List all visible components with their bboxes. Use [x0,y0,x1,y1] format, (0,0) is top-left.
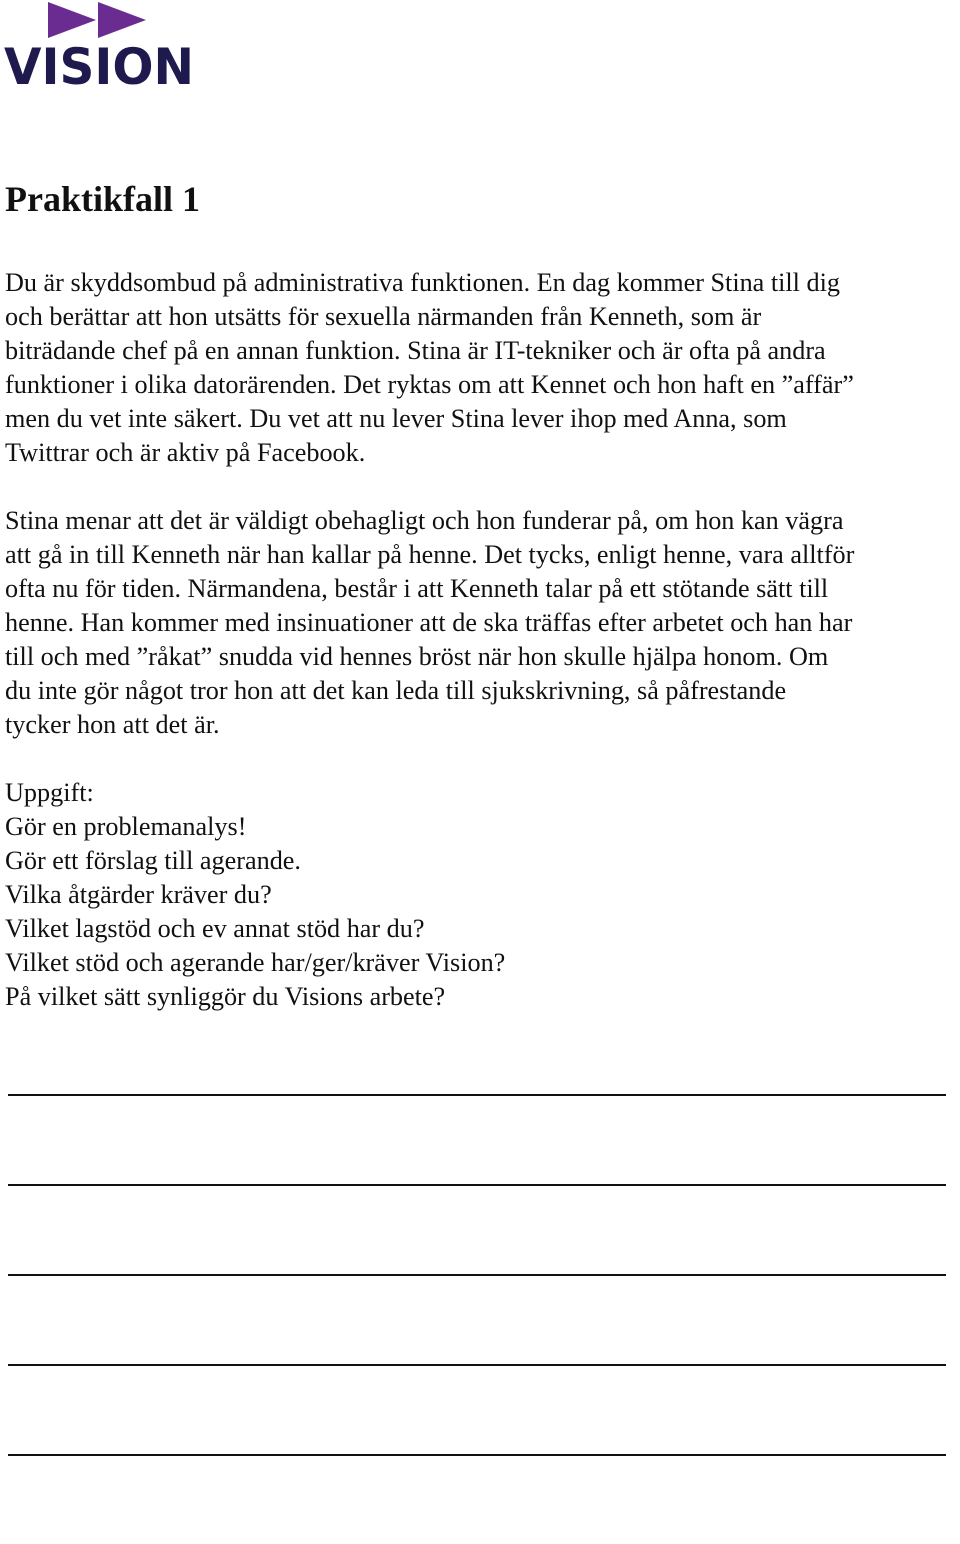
task-item: Vilket lagstöd och ev annat stöd har du? [5,914,425,943]
case-paragraph-2: Stina menar att det är väldigt obehagligt och hon funderar på, om hon kan vägra att gå in till Kenneth när han kallar på henne. Det tycks, enligt henne, vara alltför ofta nu för tiden. Närmandena, består i att Kenneth talar på ett stötande sätt till henne. Han kommer med insinuationer att de ska träffas efter arbetet och han har till och med ”råkat” snudda vid hennes bröst när hon skulle hjälpa honom. Om du inte gör något tror hon att det kan leda till sjukskrivning, så påfrestande tycker hon att det är. [5,506,855,739]
vision-logo [4,2,196,88]
answer-line [8,1094,946,1096]
answer-lines [8,1094,946,1544]
page-title: Praktikfall 1 [5,179,200,219]
task-item: På vilket sätt synliggör du Visions arbete? [5,982,446,1011]
task-item: Gör en problemanalys! [5,812,247,841]
case-body [5,266,960,1014]
logo-arrow-left [48,2,96,38]
logo-wordmark: VISION [4,38,194,88]
task-item: Gör ett förslag till agerande. [5,846,301,875]
task-item: Vilka åtgärder kräver du? [5,880,272,909]
case-paragraph-1: Du är skyddsombud på administrativa funktionen. En dag kommer Stina till dig och berättar att hon utsätts för sexuella närmanden från Kenneth, som är biträdande chef på en annan funktion. Stina är IT-tekniker och är ofta på andra funktioner i olika datorärenden. Det ryktas om att Kennet och hon haft en ”affär” men du vet inte säkert. Du vet att nu lever Stina lever ihop med Anna, som Twittrar och är aktiv på Facebook. [5,268,854,467]
answer-line [8,1274,946,1276]
logo-arrow-right [98,2,146,38]
answer-line [8,1364,946,1366]
task-label: Uppgift: [5,778,94,807]
task-section [5,776,960,1014]
answer-line [8,1454,946,1456]
task-item: Vilket stöd och agerande har/ger/kräver Vision? [5,948,506,977]
answer-line [8,1184,946,1186]
